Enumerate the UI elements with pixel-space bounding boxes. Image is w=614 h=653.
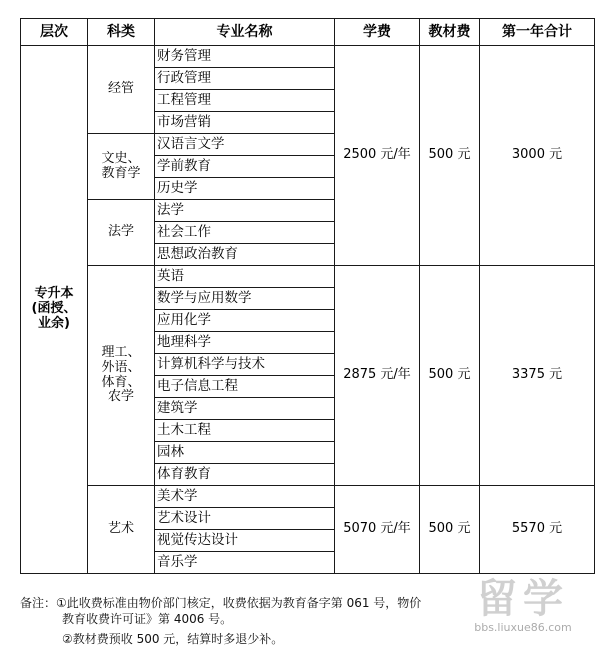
header-major: 专业名称 (155, 19, 335, 46)
first-year-total-cell: 3375 元 (480, 266, 595, 486)
category-line: 经管 (107, 81, 134, 97)
major-cell: 艺术设计 (155, 508, 335, 530)
table-header-row (21, 19, 595, 46)
first-year-total-cell: 3000 元 (480, 46, 595, 266)
major-cell: 历史学 (155, 178, 335, 200)
category-line: 体育、 (101, 374, 141, 390)
major-cell: 体育教育 (155, 464, 335, 486)
fee-table (20, 18, 595, 574)
category-line: 艺术 (107, 521, 134, 537)
category-cell (88, 200, 155, 266)
major-cell: 思想政治教育 (155, 244, 335, 266)
header-category: 科类 (88, 19, 155, 46)
table-row (21, 266, 595, 288)
major-cell: 学前教育 (155, 156, 335, 178)
header-level: 层次 (21, 19, 88, 46)
major-cell: 计算机科学与技术 (155, 354, 335, 376)
watermark-logo-text: 留学 (477, 576, 569, 622)
category-cell (88, 486, 155, 574)
site-watermark (438, 577, 608, 639)
watermark-url: bbs.liuxue86.com (474, 621, 572, 634)
tuition-cell: 5070 元/年 (335, 486, 420, 574)
major-cell: 工程管理 (155, 90, 335, 112)
note-line-2: 教育收费许可证》第 4006 号。 (62, 612, 233, 626)
major-cell: 法学 (155, 200, 335, 222)
major-cell: 汉语言文学 (155, 134, 335, 156)
major-cell: 数学与应用数学 (155, 288, 335, 310)
category-cell (88, 266, 155, 486)
table-row (21, 46, 595, 68)
major-cell: 英语 (155, 266, 335, 288)
table-body (21, 46, 595, 574)
header-tuition: 学费 (335, 19, 420, 46)
header-material: 教材费 (420, 19, 480, 46)
major-cell: 社会工作 (155, 222, 335, 244)
note-line-1: 备注：①此收费标准由物价部门核定，收费依据为教育备字第 061 号，物价 (20, 596, 422, 610)
major-cell: 地理科学 (155, 332, 335, 354)
major-cell: 园林 (155, 442, 335, 464)
major-cell: 建筑学 (155, 398, 335, 420)
category-line: 理工、 (101, 344, 141, 360)
category-line: 法学 (107, 224, 134, 240)
major-cell: 土木工程 (155, 420, 335, 442)
header-first-year-total: 第一年合计 (480, 19, 595, 46)
major-cell: 音乐学 (155, 552, 335, 574)
category-line: 外语、 (101, 359, 141, 375)
cropped-title-strip (0, 0, 614, 14)
major-cell: 电子信息工程 (155, 376, 335, 398)
material-cell: 500 元 (420, 486, 480, 574)
level-cell (21, 46, 88, 574)
category-line: 教育学 (101, 165, 141, 181)
major-cell: 应用化学 (155, 310, 335, 332)
category-cell (88, 134, 155, 200)
category-line: 文史、 (101, 150, 141, 166)
major-cell: 财务管理 (155, 46, 335, 68)
major-cell: 视觉传达设计 (155, 530, 335, 552)
first-year-total-cell: 5570 元 (480, 486, 595, 574)
major-cell: 市场营销 (155, 112, 335, 134)
tuition-cell: 2500 元/年 (335, 46, 420, 266)
level-line: (函授、 (31, 301, 77, 317)
material-cell: 500 元 (420, 266, 480, 486)
material-cell: 500 元 (420, 46, 480, 266)
category-line: 农学 (107, 389, 134, 405)
table-row (21, 486, 595, 508)
level-line: 业余) (38, 315, 70, 331)
level-line: 专升本 (34, 286, 74, 302)
tuition-cell: 2875 元/年 (335, 266, 420, 486)
note-line-3: ②教材费预收 500 元，结算时多退少补。 (62, 632, 284, 646)
major-cell: 行政管理 (155, 68, 335, 90)
category-cell (88, 46, 155, 134)
major-cell: 美术学 (155, 486, 335, 508)
